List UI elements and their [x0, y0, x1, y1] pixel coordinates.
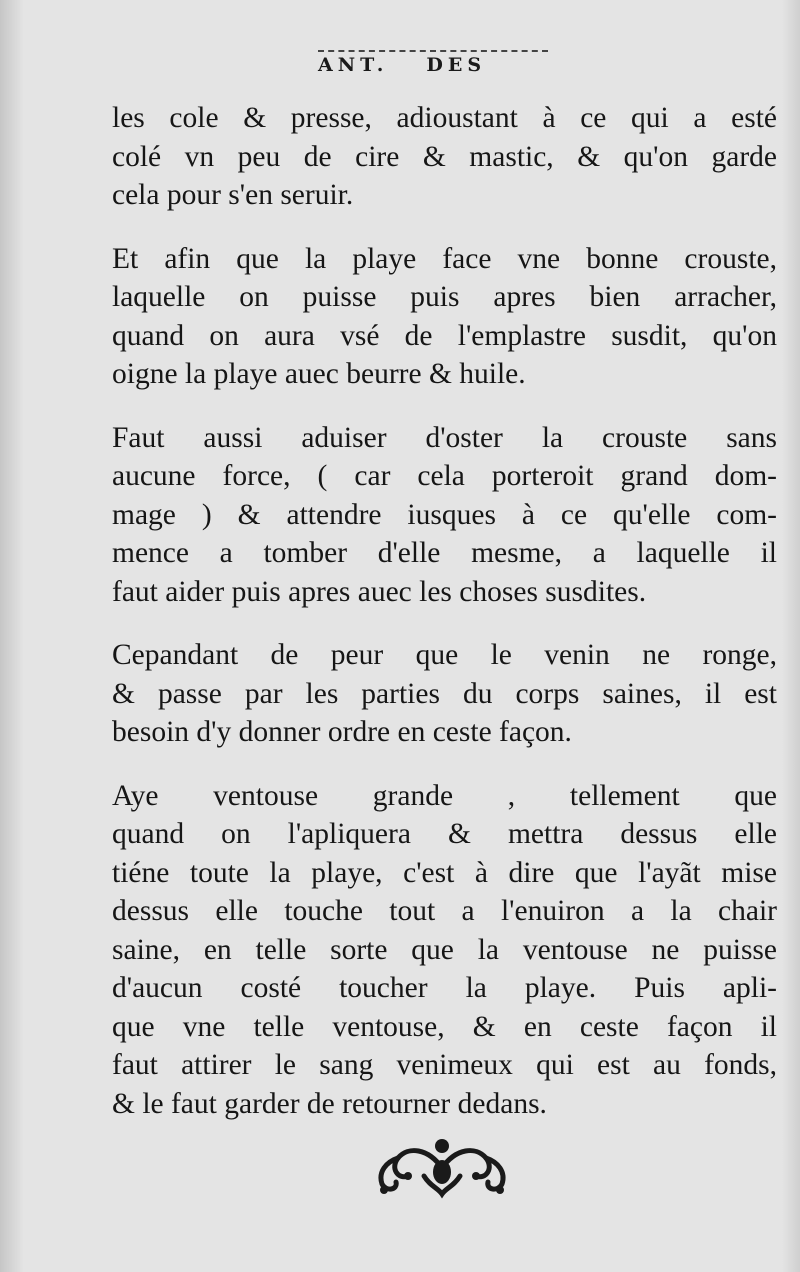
text-line: faut attirer le sang venimeux qui est au fonds,	[112, 1049, 777, 1081]
paragraph	[112, 419, 777, 612]
text-line: quand on l'apliquera & mettra dessus elle	[112, 818, 777, 850]
running-head-left: ANT.	[318, 54, 389, 76]
text-line: que vne telle ventouse, & en ceste façon il	[112, 1010, 777, 1043]
paragraph	[112, 777, 777, 1124]
text-line: d'aucun costé toucher la playe. Puis apli-	[112, 972, 777, 1004]
text-line: quand on aura vsé de l'emplastre susdit, qu'on	[112, 319, 777, 352]
text-line: Et afin que la playe face vne bonne crouste,	[112, 242, 777, 275]
page-shadow-left	[0, 0, 24, 1272]
text-line: & passe par les parties du corps saines, il est	[112, 677, 777, 710]
fleuron-ornament-icon	[368, 1128, 516, 1202]
text-line: mence a tomber d'elle mesme, a laquelle il	[112, 537, 777, 569]
text-line: saine, en telle sorte que la ventouse ne puisse	[112, 933, 777, 966]
text-line: aucune force, ( car cela porteroit grand dom-	[112, 460, 777, 492]
text-line: dessus elle touche tout a l'enuiron a la chair	[112, 895, 777, 927]
running-head-right: DES	[426, 54, 487, 76]
text-line: laquelle on puisse puis apres bien arracher,	[112, 281, 777, 313]
page-shadow-right	[782, 0, 800, 1272]
text-line: mage ) & attendre iusques à ce qu'elle com-	[112, 498, 777, 531]
running-head-rule	[318, 50, 548, 52]
paragraph	[112, 636, 777, 752]
text-line: Faut aussi aduiser d'oster la crouste sans	[112, 421, 777, 454]
text-line: tiéne toute la playe, c'est à dire que l'ayãt mise	[112, 856, 777, 889]
text-line: Cepandant de peur que le venin ne ronge,	[112, 639, 777, 671]
text-line: besoin d'y donner ordre en ceste façon.	[112, 716, 572, 748]
paragraph	[112, 99, 777, 215]
text-line: Aye ventouse grande , tellement que	[112, 779, 777, 812]
text-line: faut aider puis apres auec les choses susdites.	[112, 575, 647, 608]
text-line: & le faut garder de retourner dedans.	[112, 1087, 547, 1120]
text-line: cela pour s'en seruir.	[112, 179, 354, 211]
text-line: les cole & presse, adioustant à ce qui a esté	[112, 102, 777, 134]
running-head	[318, 54, 558, 76]
text-line: oigne la playe auec beurre & huile.	[112, 358, 526, 390]
text-line: colé vn peu de cire & mastic, & qu'on garde	[112, 140, 777, 173]
body-text	[112, 99, 777, 1148]
paragraph	[112, 240, 777, 394]
